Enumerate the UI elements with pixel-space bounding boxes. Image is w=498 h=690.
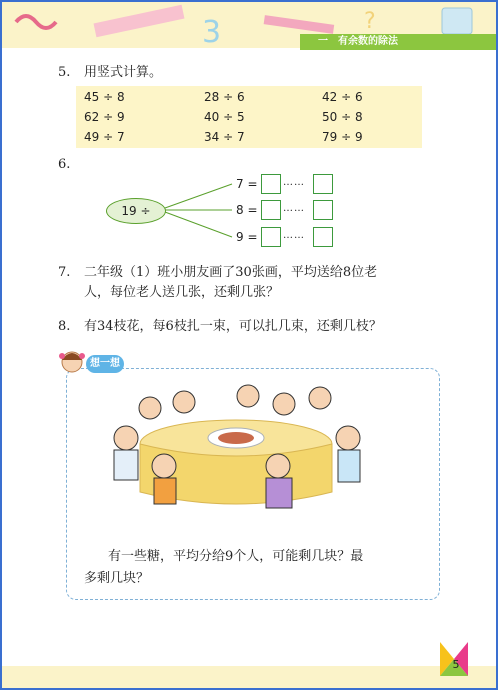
bottom-decoration-band	[2, 666, 496, 688]
q6-divisor-label: 9 =	[236, 230, 258, 244]
q5-cell: 42 ÷ 6	[322, 90, 363, 104]
q6-number: 6.	[58, 157, 71, 172]
q5-cell: 45 ÷ 8	[84, 90, 125, 104]
think-badge-label	[86, 355, 124, 373]
q6-remainder-dots: ……	[283, 230, 305, 241]
q6-dividend-oval: 19 ÷	[106, 198, 166, 224]
page-number: 5	[452, 658, 460, 671]
q6-divisor-label: 7 =	[236, 177, 258, 191]
q5-cell: 28 ÷ 6	[204, 90, 245, 104]
q6-quotient-box[interactable]	[261, 200, 281, 220]
q6-quotient-box[interactable]	[261, 227, 281, 247]
q6-divisor-label: 8 =	[236, 203, 258, 217]
q5-cell: 40 ÷ 5	[204, 110, 245, 124]
think-badge	[58, 348, 144, 378]
q6-remainder-dots: ……	[283, 203, 305, 214]
q5-cell: 79 ÷ 9	[322, 130, 363, 144]
q7-text-line2: 人，每位老人送几张，还剩几张？	[84, 285, 280, 300]
section-label: 一 有余数的除法	[318, 36, 398, 47]
q8-number: 8.	[58, 319, 71, 334]
digit-three-glyph: 3	[202, 15, 222, 48]
q6-quotient-box[interactable]	[261, 174, 281, 194]
q5-cell: 62 ÷ 9	[84, 110, 125, 124]
think-text-line2: 多剩几块？	[84, 571, 150, 586]
q8-text: 有34枝花，每6枝扎一束，可以扎几束，还剩几枝？	[84, 319, 382, 334]
q6-remainder-dots: ……	[283, 177, 305, 188]
q6-remainder-box[interactable]	[313, 174, 333, 194]
q6-remainder-box[interactable]	[313, 200, 333, 220]
think-text-line1: 有一些糖，平均分给9个人，可能剩几块？最	[108, 549, 364, 564]
q5-prompt: 用竖式计算。	[84, 65, 163, 80]
q5-number: 5.	[58, 65, 71, 80]
q7-text-line1: 二年级（1）班小朋友画了30张画，平均送给8位老	[84, 265, 378, 280]
q5-cell: 49 ÷ 7	[84, 130, 125, 144]
q7-number: 7.	[58, 265, 71, 280]
q5-cell: 34 ÷ 7	[204, 130, 245, 144]
think-badge-text: 想一想	[90, 358, 120, 369]
q6-remainder-box[interactable]	[313, 227, 333, 247]
q5-cell: 50 ÷ 8	[322, 110, 363, 124]
question-glyph: ?	[364, 9, 376, 34]
children-round-table-illustration	[98, 382, 370, 532]
